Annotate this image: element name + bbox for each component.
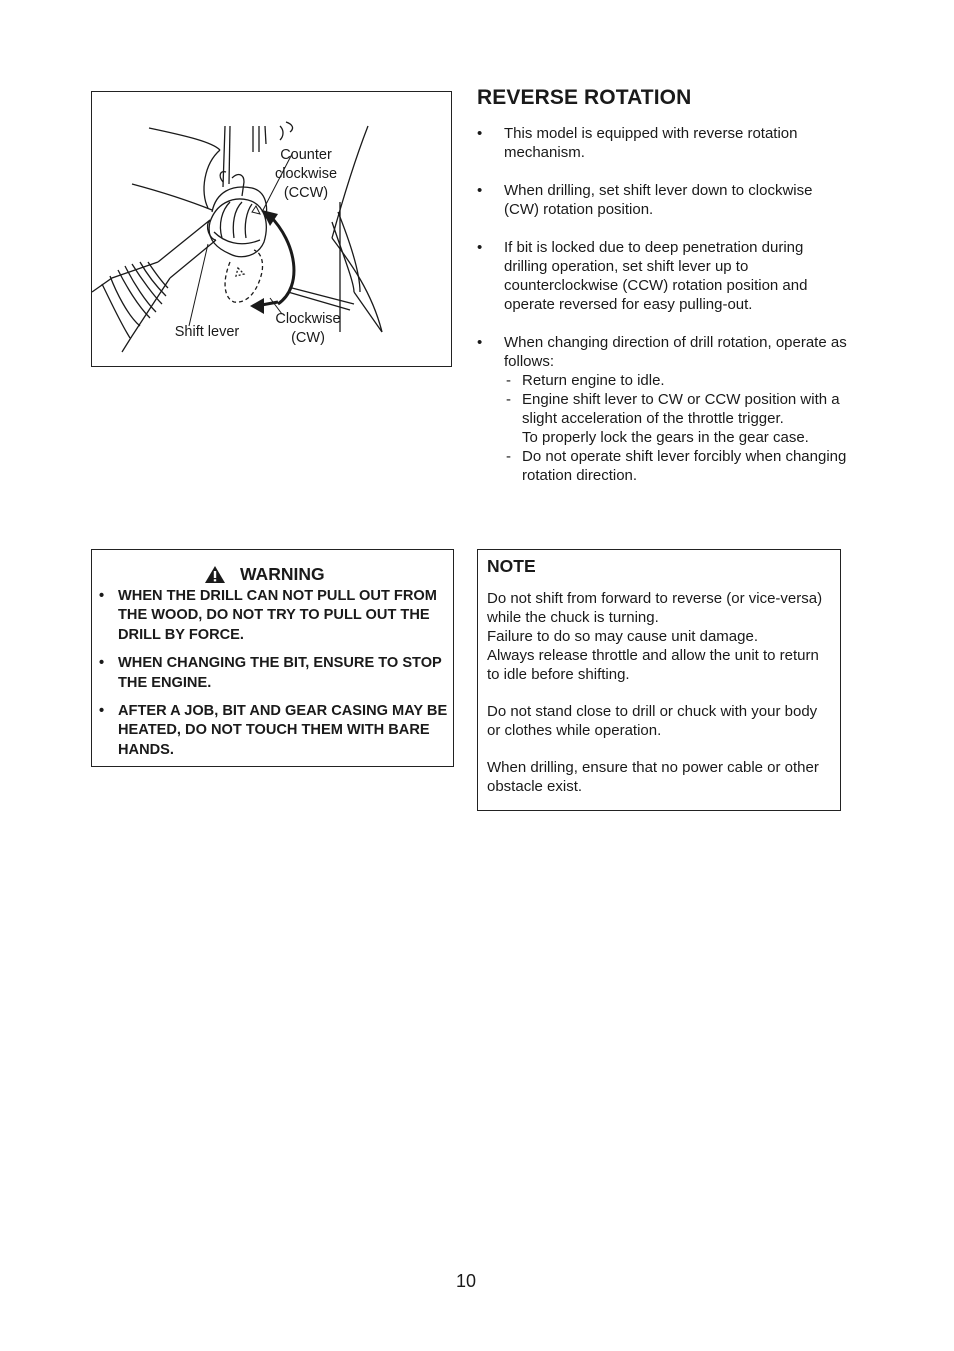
- list-item: [477, 124, 847, 162]
- dash: -: [506, 391, 511, 408]
- bullet: •: [477, 334, 483, 351]
- note-body: [487, 589, 827, 814]
- section-title: REVERSE ROTATION: [477, 86, 692, 109]
- warning-triangle-icon: [204, 565, 226, 584]
- note-paragraph: [487, 589, 827, 684]
- warning-text: WHEN CHANGING THE BIT, ENSURE TO STOP THE ENGINE.: [118, 655, 442, 691]
- cw-label-line: Clockwise: [275, 311, 341, 327]
- step-text: Do not operate shift lever forcibly when changing rotation direction.: [522, 448, 847, 484]
- ccw-label-line: (CCW): [283, 185, 329, 201]
- warning-text: WHEN THE DRILL CAN NOT PULL OUT FROM THE WOOD, DO NOT TRY TO PULL OUT THE DRILL BY FORCE.: [118, 588, 437, 643]
- list-item: [477, 333, 847, 485]
- step-item: [504, 371, 847, 390]
- note-box: [477, 549, 841, 811]
- bullet: •: [477, 182, 483, 199]
- warning-item: [99, 587, 449, 645]
- note-paragraph: [487, 758, 827, 796]
- note-text: Do not shift from forward to reverse (or vice-versa) while the chuck is turning.: [487, 590, 823, 626]
- step-text: Engine shift lever to CW or CCW position with a slight acceleration of the throttle trigger.: [522, 391, 840, 427]
- reverse-rotation-list: [477, 124, 847, 504]
- warning-item: [99, 654, 449, 693]
- list-item-text: When changing direction of drill rotation, operate as follows:: [504, 334, 847, 370]
- warning-title: WARNING: [240, 564, 325, 584]
- warning-box: [91, 549, 454, 767]
- ccw-label: [256, 146, 356, 203]
- dash: -: [506, 448, 511, 465]
- step-item: [504, 447, 847, 485]
- bullet: •: [99, 655, 105, 672]
- warning-list: [99, 587, 449, 769]
- ccw-label-line: clockwise: [274, 166, 338, 182]
- dash: -: [506, 372, 511, 389]
- warning-item: [99, 702, 449, 760]
- step-item: [504, 390, 847, 447]
- list-item: [477, 238, 847, 314]
- ccw-label-line: Counter: [280, 147, 332, 163]
- cw-label: [258, 310, 358, 348]
- list-item-text: When drilling, set shift lever down to clockwise (CW) rotation position.: [504, 182, 813, 218]
- bullet: •: [99, 588, 105, 604]
- page-number: 10: [455, 1271, 477, 1291]
- bullet: •: [477, 125, 483, 142]
- step-text: Return engine to idle.: [522, 372, 665, 389]
- cw-label-line: (CW): [291, 330, 325, 346]
- note-paragraph: [487, 702, 827, 740]
- bullet: •: [99, 703, 105, 720]
- note-text: Do not stand close to drill or chuck with your body or clothes while operation.: [487, 703, 818, 739]
- note-text: Failure to do so may cause unit damage.: [487, 628, 758, 645]
- step-list: [504, 371, 847, 485]
- list-item-text: This model is equipped with reverse rotation mechanism.: [504, 125, 798, 161]
- bullet: •: [477, 239, 483, 256]
- warning-text: AFTER A JOB, BIT AND GEAR CASING MAY BE HEATED, DO NOT TOUCH THEM WITH BARE HANDS.: [118, 703, 448, 758]
- shift-lever-label: Shift lever: [174, 324, 240, 340]
- warning-header: [204, 564, 325, 585]
- list-item: [477, 181, 847, 219]
- shift-lever-figure: [91, 91, 452, 367]
- note-text: When drilling, ensure that no power cable or other obstacle exist.: [487, 759, 819, 795]
- note-title: NOTE: [487, 556, 536, 576]
- note-text: Always release throttle and allow the unit to return to idle before shifting.: [487, 647, 819, 683]
- step-note: To properly lock the gears in the gear case.: [522, 429, 809, 446]
- list-item-text: If bit is locked due to deep penetration during drilling operation, set shift lever up to counterclockwise (CCW) rotation position and operate reversed for easy pulling-out.: [504, 239, 808, 313]
